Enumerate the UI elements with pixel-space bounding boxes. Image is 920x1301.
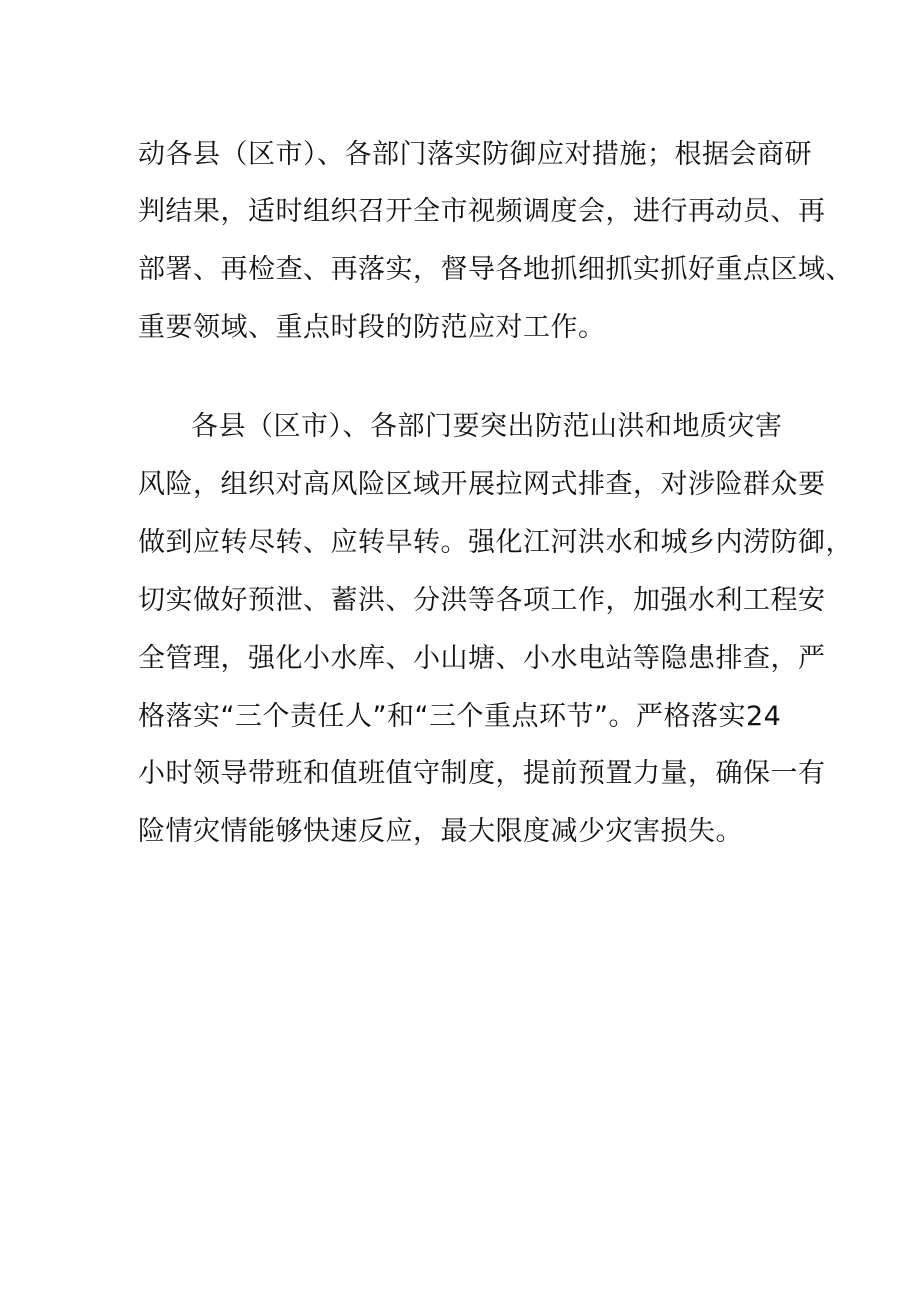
paragraph-1-line-4: 重要领域、重点时段的防范应对工作。 — [138, 312, 606, 343]
paragraph-1-line-2: 判结果，适时组织召开全市视频调度会，进行再动员、再 — [138, 196, 826, 227]
paragraph-2-line-5: 全管理，强化小水库、小山塘、小水电站等隐患排查，严 — [138, 643, 826, 674]
paragraph-1-line-3: 部署、再检查、再落实，督导各地抓细抓实抓好重点区域、 — [138, 254, 853, 285]
paragraph-2-line-4: 切实做好预泄、蓄洪、分洪等各项工作，加强水利工程安 — [138, 585, 826, 616]
paragraph-2-line-3: 做到应转尽转、应转早转。强化江河洪水和城乡内涝防御， — [138, 527, 853, 558]
paragraph-2-line-1: 各县（区市）、各部门要突出防范山洪和地质灾害 — [191, 411, 783, 442]
paragraph-2-line-8: 险情灾情能够快速反应，最大限度减少灾害损失。 — [138, 816, 743, 847]
paragraph-2-line-2: 风险，组织对高风险区域开展拉网式排查，对涉险群众要 — [138, 469, 826, 500]
paragraph-2-line-6: 格落实“三个责任人”和“三个重点环节”。严格落实24 — [138, 701, 782, 732]
paragraph-1-line-1: 动各县（区市）、各部门落实防御应对措施；根据会商研 — [138, 139, 812, 170]
paragraph-2-line-7: 小时领导带班和值班值守制度，提前预置力量，确保一有 — [138, 758, 826, 789]
